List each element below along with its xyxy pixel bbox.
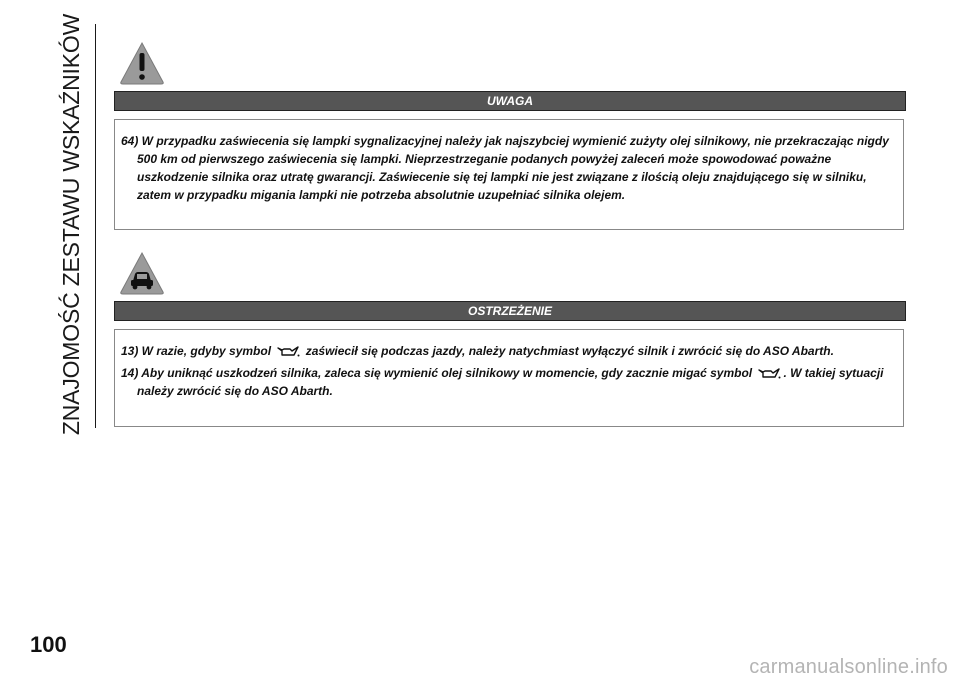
warning-section-header: UWAGA: [114, 91, 906, 111]
oil-can-icon: [276, 345, 300, 357]
oil-can-icon: [757, 367, 781, 379]
side-section-title: [52, 14, 92, 434]
caution-section-body: [114, 329, 904, 427]
warning-section-body: [114, 119, 904, 230]
side-divider: [95, 24, 96, 428]
warning-exclamation-icon: [118, 40, 166, 86]
caution-paragraph-13: [121, 342, 895, 360]
caution-paragraph-14-before: 14) Aby uniknąć uszkodzeń silnika, zaleca się wymienić olej silnikowy w momencie, gdy zacznie migać symbol: [121, 366, 753, 380]
watermark: carmanualsonline.info: [749, 656, 948, 678]
caution-section-header: OSTRZEŻENIE: [114, 301, 906, 321]
page-number: 100: [30, 632, 67, 657]
caution-paragraph-13-before: 13) W razie, gdyby symbol: [121, 344, 272, 358]
side-section-title-text: ZNAJOMOŚĆ ZESTAWU WSKAŹNIKÓW: [58, 13, 85, 435]
warning-paragraph-64: 64) W przypadku zaświecenia się lampki sygnalizacyjnej należy jak najszybciej wymienić zużyty olej silnikowy, nie przekraczając nigdy 500 km od pierwszego zaświecenia się lampki. Nieprzestrzeganie podanych powyżej zaleceń może spowodować poważne uszkodzenie silnika oraz utratę gwarancji. Zaświecenie się tej lampki nie jest związane z ilością oleju znajdującego się w silniku, zatem w przypadku migania lampki nie potrzeba absolutnie uzupełniać silnika olejem.: [121, 134, 889, 202]
caution-paragraph-13-after: zaświecił się podczas jazdy, należy natychmiast wyłączyć silnik i zwrócić się do ASO Abarth.: [305, 344, 834, 358]
caution-paragraph-14-after: . W takiej sytuacji należy zwrócić się do ASO Abarth.: [137, 366, 884, 398]
car-warning-icon: [118, 250, 166, 296]
caution-paragraph-14: [121, 364, 895, 400]
